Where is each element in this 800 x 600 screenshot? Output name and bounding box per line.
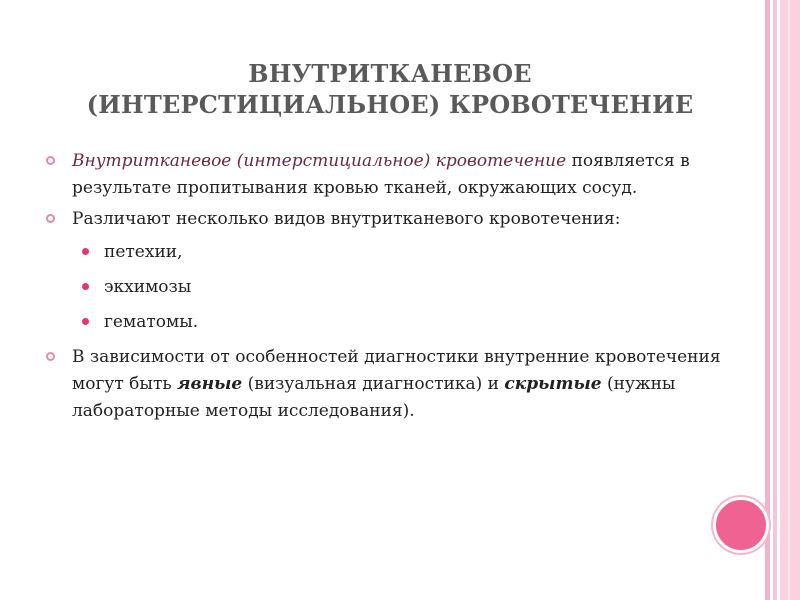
- bullet-text: В зависимости от особенностей диагностики внутренние кровотечения могут быть: [72, 347, 721, 394]
- dot-bullet-icon: [82, 318, 89, 325]
- bullet-item: [46, 344, 736, 425]
- decor-stripe: [788, 0, 790, 600]
- bullet-item: [46, 148, 736, 202]
- title-line-1: ВНУТРИТКАНЕВОЕ: [248, 59, 532, 88]
- title-line-2: (ИНТЕРСТИЦИАЛЬНОЕ) КРОВОТЕЧЕНИЕ: [86, 90, 694, 119]
- emphasis-text: явные: [177, 374, 243, 394]
- sub-bullet-item: [46, 239, 736, 266]
- sub-bullet-item: [46, 274, 736, 301]
- dot-bullet-icon: [82, 283, 89, 290]
- dot-bullet-icon: [82, 248, 89, 255]
- sub-bullet-text: гематомы.: [104, 312, 199, 332]
- sub-bullet-item: [46, 309, 736, 336]
- bullet-text: появляется в результате пропитывания кровью тканей, окружающих сосуд.: [72, 151, 690, 198]
- term-text: Внутритканевое (интерстициальное) кровотечение: [72, 151, 567, 171]
- bullet-text: (нужны лабораторные методы исследования).: [72, 374, 676, 421]
- bullet-text: Различают несколько видов внутритканевого кровотечения:: [72, 209, 621, 229]
- bullet-text: (визуальная диагностика) и: [242, 374, 505, 394]
- sub-bullet-text: экхимозы: [104, 277, 192, 297]
- circle-bullet-icon: [46, 352, 55, 361]
- decor-stripe: [780, 0, 800, 600]
- circle-bullet-icon: [46, 214, 55, 223]
- decor-circle: [713, 497, 769, 553]
- slide-title: [40, 58, 740, 120]
- emphasis-text: скрытые: [504, 374, 602, 394]
- bullet-item: [46, 206, 736, 233]
- circle-bullet-icon: [46, 156, 55, 165]
- sub-bullet-text: петехии,: [104, 242, 183, 262]
- slide-content: [46, 148, 736, 429]
